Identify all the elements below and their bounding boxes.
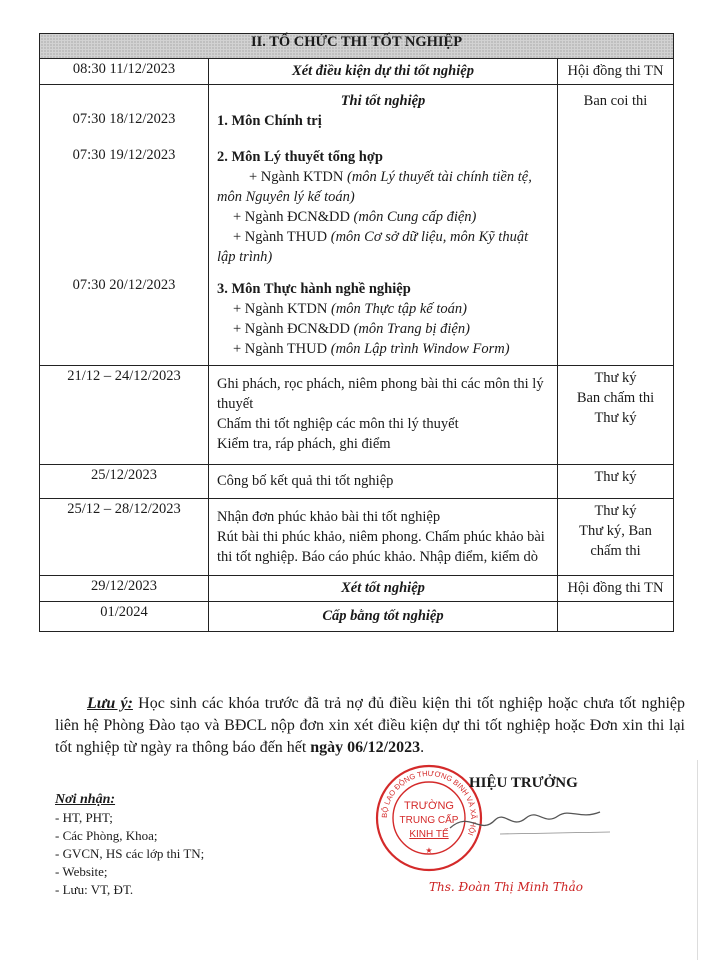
recipient-item: - Các Phòng, Khoa;	[55, 828, 158, 843]
signature-scribble	[440, 790, 620, 850]
signer-title: HIỆU TRƯỞNG	[469, 775, 578, 791]
content-line: Chấm thi tốt nghiệp các môn thi lý thuyết	[217, 416, 459, 432]
subject-3-item-thud	[217, 339, 549, 359]
star-icon: ★	[425, 846, 433, 855]
signer-name: Ths. Đoàn Thị Minh Thảo	[429, 880, 584, 894]
content-line: Rút bài thi phúc khảo, niêm phong. Chấm phúc khảo bài thi tốt nghiệp. Báo cáo phúc khảo. Nhập điểm, kiểm dò	[217, 529, 545, 565]
row-responsible	[558, 602, 674, 632]
row-date: 25/12 – 28/12/2023	[40, 499, 209, 576]
table-row-exam	[40, 85, 674, 366]
row-responsible	[558, 499, 674, 576]
content-line: Kiểm tra, ráp phách, ghi điểm	[217, 436, 391, 452]
table-row	[40, 576, 674, 602]
table-row	[40, 366, 674, 465]
major-label: + Ngành ĐCN&DD	[233, 209, 354, 225]
stamp-line-2: TRUNG CẤP	[399, 815, 459, 826]
table-header-row	[40, 34, 674, 59]
note-deadline: ngày 06/12/2023	[310, 739, 421, 756]
subject-2-title: 2. Môn Lý thuyết tổng hợp	[217, 149, 383, 165]
module-label: (môn Trang bị điện)	[353, 321, 470, 337]
row-content: Xét điều kiện dự thi tốt nghiệp	[209, 59, 558, 85]
content-line: Ghi phách, rọc phách, niêm phong bài thi các môn thi lý thuyết	[217, 376, 544, 412]
row-date: 01/2024	[40, 602, 209, 632]
subject-3-title: 3. Môn Thực hành nghề nghiệp	[217, 281, 411, 297]
page-edge-line	[697, 760, 698, 960]
major-label: + Ngành KTDN	[249, 169, 347, 185]
subject-2-item-ktdn	[217, 167, 549, 207]
recipient-item: - GVCN, HS các lớp thi TN;	[55, 846, 205, 861]
section-title: II. TỔ CHỨC THI TỐT NGHIỆP	[40, 34, 674, 59]
module-label: (môn Thực tập kế toán)	[330, 301, 467, 317]
row-responsible	[558, 366, 674, 465]
exam-date-3: 07:30 20/12/2023	[72, 277, 176, 293]
row-content: Xét tốt nghiệp	[209, 576, 558, 602]
schedule-table	[39, 33, 674, 632]
recipients-block	[55, 791, 204, 899]
exam-responsible: Ban coi thi	[558, 85, 674, 366]
major-label: + Ngành KTDN	[233, 301, 331, 317]
module-label: (môn Cơ sở dữ liệu, môn Kỹ thuật lập trình)	[217, 229, 529, 265]
row-date: 25/12/2023	[40, 465, 209, 499]
exam-heading: Thi tốt nghiệp	[340, 93, 426, 109]
responsible-line: Thư ký, Ban chấm thi	[579, 523, 652, 559]
row-responsible: Hội đồng thi TN	[558, 576, 674, 602]
exam-dates-cell	[40, 85, 209, 366]
exam-content-cell	[209, 85, 558, 366]
stamp-line-3: KINH TẾ	[409, 829, 449, 840]
major-label: + Ngành ĐCN&DD	[233, 321, 354, 337]
recipient-item: - HT, PHT;	[55, 810, 113, 825]
row-date: 08:30 11/12/2023	[40, 59, 209, 85]
subject-3-item-ktdn	[217, 299, 549, 319]
module-label: (môn Cung cấp điện)	[353, 209, 477, 225]
table-row	[40, 465, 674, 499]
major-label: + Ngành THUD	[233, 229, 331, 245]
stamp-line-1: TRƯỜNG	[404, 800, 454, 812]
note-end: .	[420, 739, 425, 756]
responsible-line: Thư ký	[594, 503, 637, 519]
subject-3-item-dcn	[217, 319, 549, 339]
module-label: (môn Lập trình Window Form)	[330, 341, 510, 357]
subject-1-title: 1. Môn Chính trị	[217, 113, 322, 129]
responsible-line: Thư ký	[594, 370, 637, 386]
responsible-line: Ban chấm thi	[576, 390, 655, 406]
recipients-title: Nơi nhận:	[55, 792, 116, 807]
row-content	[209, 366, 558, 465]
table-row	[40, 602, 674, 632]
module-label: (môn Lý thuyết tài chính tiền tệ, môn Nguyên lý kế toán)	[217, 169, 532, 205]
row-content: Công bố kết quả thi tốt nghiệp	[209, 465, 558, 499]
content-line: Nhận đơn phúc khảo bài thi tốt nghiệp	[217, 509, 441, 525]
table-row	[40, 59, 674, 85]
recipient-item: - Website;	[55, 864, 108, 879]
note-text: Học sinh các khóa trước đã trả nợ đủ điều kiện thi tốt nghiệp hoặc chưa tốt nghiệp liên hệ Phòng Đào tạo và BĐCL nộp đơn xin xét điều kiện dự thi tốt nghiệp hoặc Đơn xin thi lại tốt nghiệp từ ngày ra thông báo đến hết	[55, 695, 686, 756]
recipient-item: - Lưu: VT, ĐT.	[55, 882, 134, 897]
row-responsible: Thư ký	[558, 465, 674, 499]
exam-date-2: 07:30 19/12/2023	[72, 147, 176, 163]
row-responsible: Hội đồng thi TN	[558, 59, 674, 85]
row-date: 29/12/2023	[40, 576, 209, 602]
note-paragraph	[55, 693, 685, 759]
exam-date-1: 07:30 18/12/2023	[72, 111, 176, 127]
row-date: 21/12 – 24/12/2023	[40, 366, 209, 465]
responsible-line: Thư ký	[594, 410, 637, 426]
note-label: Lưu ý:	[87, 695, 133, 712]
major-label: + Ngành THUD	[233, 341, 331, 357]
subject-2-item-dcn	[217, 207, 549, 227]
table-row	[40, 499, 674, 576]
stamp-ring-text: BỘ LAO ĐỘNG THƯƠNG BINH VÀ XÃ HỘI	[379, 768, 479, 837]
subject-2-item-thud	[217, 227, 549, 267]
row-content: Cấp bằng tốt nghiệp	[209, 602, 558, 632]
row-content	[209, 499, 558, 576]
